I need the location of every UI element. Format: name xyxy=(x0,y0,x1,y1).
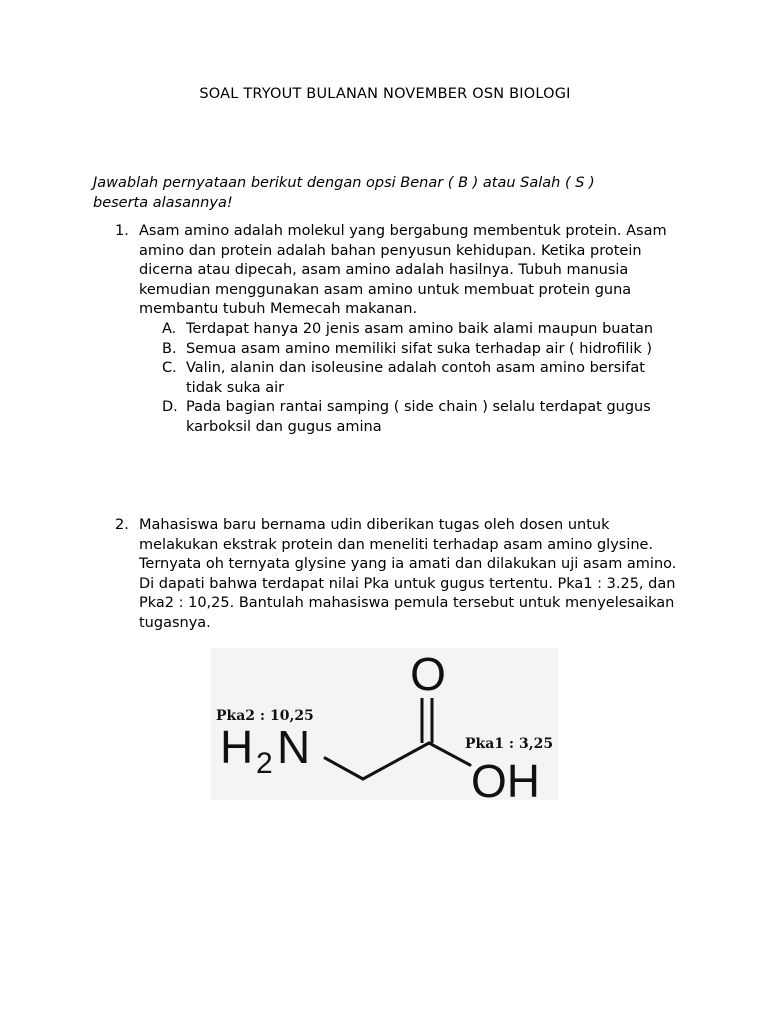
question-number: 1. xyxy=(115,223,129,239)
amine-n-label: N xyxy=(277,721,311,773)
instruction-line-1: Jawablah pernyataan berikut dengan opsi Benar ( B ) atau Salah ( S ) xyxy=(93,175,595,191)
question-2 xyxy=(115,516,695,634)
option-letter: C. xyxy=(162,360,177,377)
question-text: Asam amino adalah molekul yang bergabung membentuk protein. Asam amino dan protein adalah bahan penyusun kehidupan. Ketika protein dicerna atau dipecah, asam amino adalah hasilnya. Tubuh manusia kemudian menggunakan asam amino untuk membuat protein guna membantu tubuh Memecah makanan. xyxy=(139,223,667,318)
option-c xyxy=(162,359,656,398)
pka2-label: Pka2 : 10,25 xyxy=(216,708,314,724)
question-text: Mahasiswa baru bernama udin diberikan tugas oleh dosen untuk melakukan ekstrak protein dan meneliti terhadap asam amino glysine. Ternyata oh ternyata glysine yang ia amati dan dilakukan uji asam amino. Di dapati bahwa terdapat nilai Pka untuk gugus tertentu. Pka1 : 3.25, dan Pka2 : 10,25. Bantulah mahasiswa pemula tersebut untuk menyelesaikan tugasnya. xyxy=(139,517,677,631)
option-text: Semua asam amino memiliki sifat suka terhadap air ( hidrofilik ) xyxy=(186,340,653,357)
option-text: Valin, alanin dan isoleusine adalah contoh asam amino bersifat tidak suka air xyxy=(186,360,645,396)
option-a xyxy=(162,320,656,340)
bond-ca-c xyxy=(363,743,429,779)
bond-c-oh xyxy=(429,743,470,765)
option-letter: D. xyxy=(162,399,178,416)
bond-n-ca xyxy=(325,758,363,779)
option-list xyxy=(162,320,695,438)
pka1-label: Pka1 : 3,25 xyxy=(465,736,554,752)
amine-subscript-label: 2 xyxy=(256,747,273,780)
instruction-text xyxy=(93,173,683,213)
glycine-structure-svg xyxy=(211,648,558,800)
carbonyl-oxygen-label: O xyxy=(410,648,446,700)
instruction-line-2: beserta alasannya! xyxy=(93,195,233,211)
glycine-structure-figure xyxy=(211,648,558,800)
document-title: SOAL TRYOUT BULANAN NOVEMBER OSN BIOLOGI xyxy=(199,86,571,102)
option-text: Terdapat hanya 20 jenis asam amino baik alami maupun buatan xyxy=(186,320,654,337)
hydroxyl-label: OH xyxy=(471,755,540,800)
option-letter: B. xyxy=(162,340,177,357)
amine-h-label: H xyxy=(220,721,254,773)
option-text: Pada bagian rantai samping ( side chain ) selalu terdapat gugus karboksil dan gugus amina xyxy=(186,399,651,435)
option-b xyxy=(162,340,656,360)
question-1 xyxy=(115,222,695,438)
option-d xyxy=(162,398,656,437)
question-number: 2. xyxy=(115,517,129,533)
option-letter: A. xyxy=(162,320,177,337)
